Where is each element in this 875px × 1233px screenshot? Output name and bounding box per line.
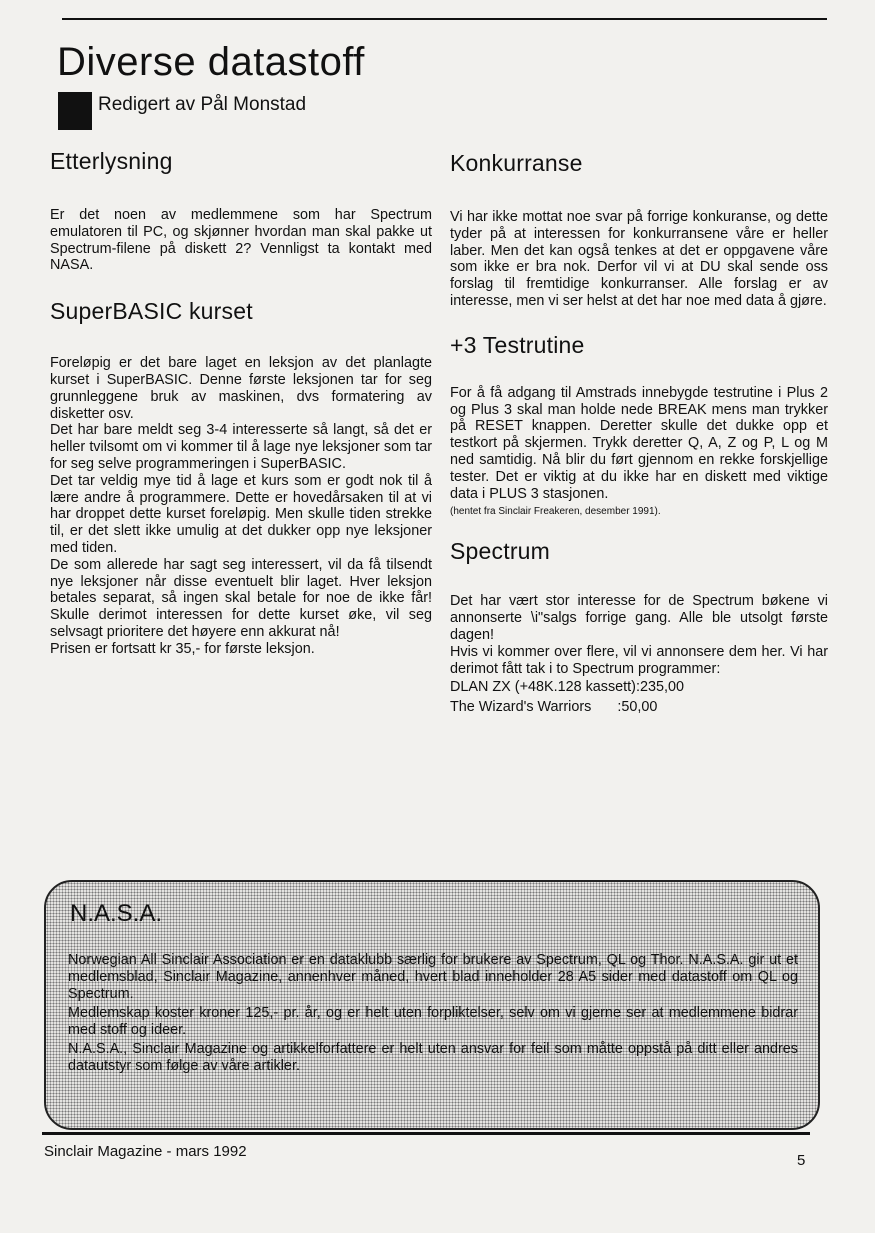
page-title: Diverse datastoff [57,40,365,84]
program-name: DLAN ZX (+48K.128 kassett):235,00 [450,679,684,696]
spectrum-paragraph: Det har vært stor interesse for de Spectrum bøkene vi annonserte \i"salgs forrige gang. Alle ble utsolgt første dagen! [450,593,828,643]
section-heading-testrutine: +3 Testrutine [450,331,585,358]
top-divider [62,18,827,20]
footer-publication: Sinclair Magazine - mars 1992 [44,1143,247,1160]
editor-byline: Redigert av Pål Monstad [98,94,307,115]
section-heading-konkurranse: Konkurranse [450,150,583,176]
right-column [450,148,828,717]
nasa-box-title: N.A.S.A. [70,900,163,927]
superbasic-paragraph: Det har bare meldt seg 3-4 interesserte så langt, så det er heller tvilsomt om vi kommer til å lage nye leksjoner som tar for seg selve programmeringen i SuperBASIC. [50,422,432,472]
program-name: The Wizard's Warriors [450,699,592,716]
section-heading-spectrum: Spectrum [450,538,551,565]
superbasic-paragraph: Foreløpig er det bare laget en leksjon av det planlagte kurset i SuperBASIC. Denne første leksjonen tar for seg grunnleggene bruk av maskinen, dvs formatering av disketter osv. [50,355,432,422]
superbasic-paragraph: Det tar veldig mye tid å lage et kurs som er godt nok til å lære andre å programmere. Dette er hovedårsaken til at vi har droppet dette kurset foreløpig. Men skulle tiden strekke til, er det slett ikke umulig at det dukker opp nye leksjoner med tiden. [50,472,432,556]
nasa-box-paragraph: Norwegian All Sinclair Association er en dataklubb særlig for brukere av Spectrum, QL og Thor. N.A.S.A. gir ut et medlemsblad, Sinclair Magazine, annenhver måned, hvert blad inneholder 28 A5 sider med datastoff om QL og Spectrum. [68,952,798,1002]
program-price-line [450,677,828,697]
bottom-divider [42,1132,810,1135]
page-number: 5 [797,1152,806,1169]
spectrum-paragraph: Hvis vi kommer over flere, vil vi annonsere dem her. Vi har derimot fått tak i to Spectrum programmer: [450,643,828,677]
section-heading-etterlysning: Etterlysning [50,148,173,174]
nasa-box-paragraph: N.A.S.A., Sinclair Magazine og artikkelforfattere er helt uten ansvar for feil som måtte oppstå på ditt eller andres datautstyr som følge av våre artikler. [68,1041,798,1074]
etterlysning-paragraph: Er det noen av medlemmene som har Spectrum emulatoren til PC, og skjønner hvordan man skal pakke ut Spectrum-filene på diskett 2? Vennligst ta kontakt med NASA. [50,207,432,274]
testrutine-source: (hentet fra Sinclair Freakeren, desember 1991). [450,506,661,518]
konkurranse-paragraph: Vi har ikke mottat noe svar på forrige konkuranse, og dette tyder på at interessen for konkurransene våre er heller laber. Men det kan også tenkes at det er oppgavene våre som ikke er bra nok. Derfor vil vi at DU skal sende oss forslag til fremtidige konkurranser. Alle forslag er av interesse, men vi ser helst at det har noe med data å gjøre. [450,209,828,309]
testrutine-paragraph: For å få adgang til Amstrads innebygde testrutine i Plus 2 og Plus 3 skal man holde nede BREAK mens man trykker på RESET knappen. Deretter skulle det dukke opp et testkort på skjermen. Trykk deretter Q, A, Z og P, L og M ned samtidig. Nå blir du ført gjennom en rekke forskjellige tester. Det er viktig at du ikke har en diskett med viktige data i PLUS 3 stasjonen. [450,384,828,502]
nasa-info-box [44,880,820,1130]
program-price-line [450,697,828,717]
nasa-box-body [68,952,798,1077]
superbasic-price: Prisen er fortsatt kr 35,- for første leksjon. [50,640,315,657]
editor-marker-block [58,92,92,130]
superbasic-paragraph: De som allerede har sagt seg interessert, vil da få tilsendt nye leksjoner når disse eventuelt blir laget. Hver leksjon betales separat, så ingen skal betale for noe de ikke får! Skulle derimot interessen for dette kurset øke, vil seg selvsagt prioritere det høyere enn akkurat nå! [50,556,432,640]
left-column [50,148,432,658]
section-heading-superbasic: SuperBASIC kurset [50,298,253,325]
program-price: :50,00 [617,699,658,716]
nasa-box-paragraph: Medlemskap koster kroner 125,- pr. år, og er helt uten forpliktelser, selv om vi gjerne ser at medlemmene bidrar med stoff og ideer. [68,1005,798,1038]
